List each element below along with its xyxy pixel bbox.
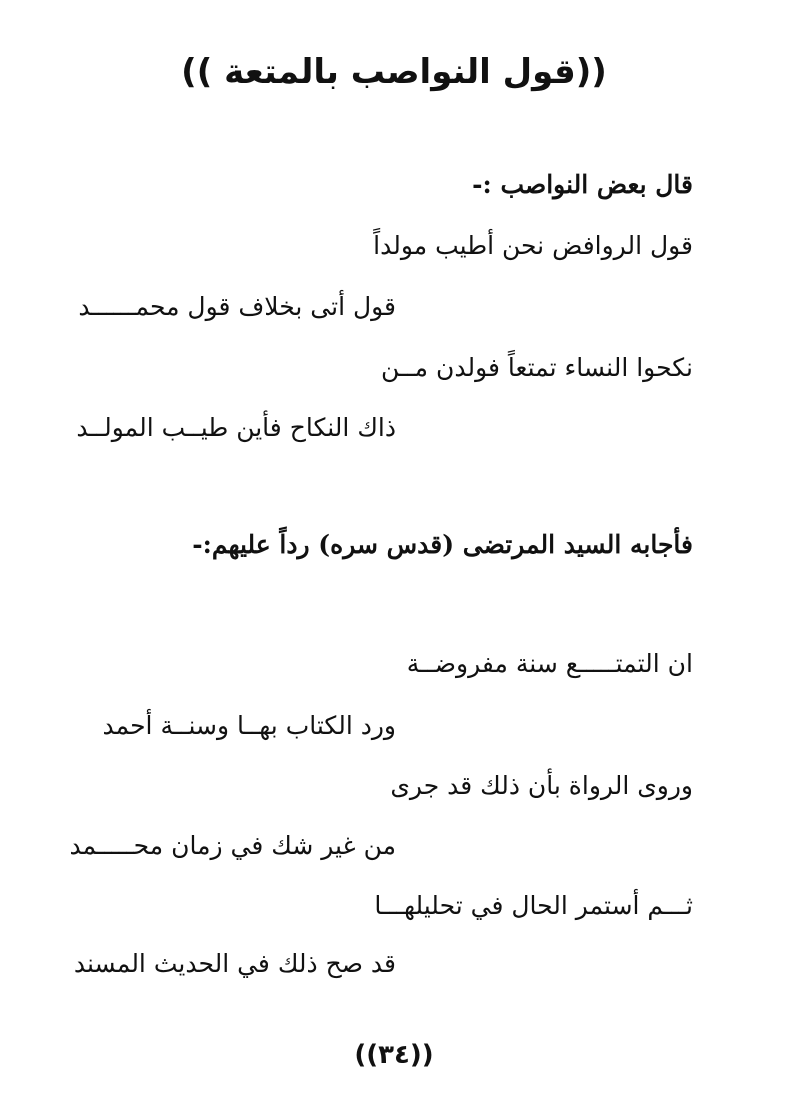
verse-line: من غير شك في زمان محـــــمد: [69, 831, 396, 860]
verse-line: ورد الكتاب بهــا وسنــة أحمد: [102, 711, 396, 740]
page-number: ((٣٤)): [354, 1040, 434, 1070]
section1-intro: قال بعض النواصب :-: [472, 170, 693, 199]
verse-line: قول الروافض نحن أطيب مولداً: [373, 231, 693, 260]
section2-intro: فأجابه السيد المرتضى (قدس سره) رداً عليهم:-: [192, 530, 693, 559]
verse-line: نكحوا النساء تمتعاً فولدن مــن: [381, 353, 693, 382]
verse-line: وروى الرواة بأن ذلك قد جرى: [390, 771, 693, 800]
page-title: ((قول النواصب بالمتعة )): [181, 52, 607, 92]
verse-line: ثـــم أستمر الحال في تحليلهـــا: [374, 891, 693, 920]
verse-line: ذاك النكاح فأين طيــب المولــد: [76, 413, 396, 442]
verse-line: ان التمتـــــع سنة مفروضــة: [406, 649, 693, 678]
verse-line: قول أتى بخلاف قول محمــــــد: [78, 292, 396, 321]
verse-line: قد صح ذلك في الحديث المسند: [73, 949, 396, 978]
